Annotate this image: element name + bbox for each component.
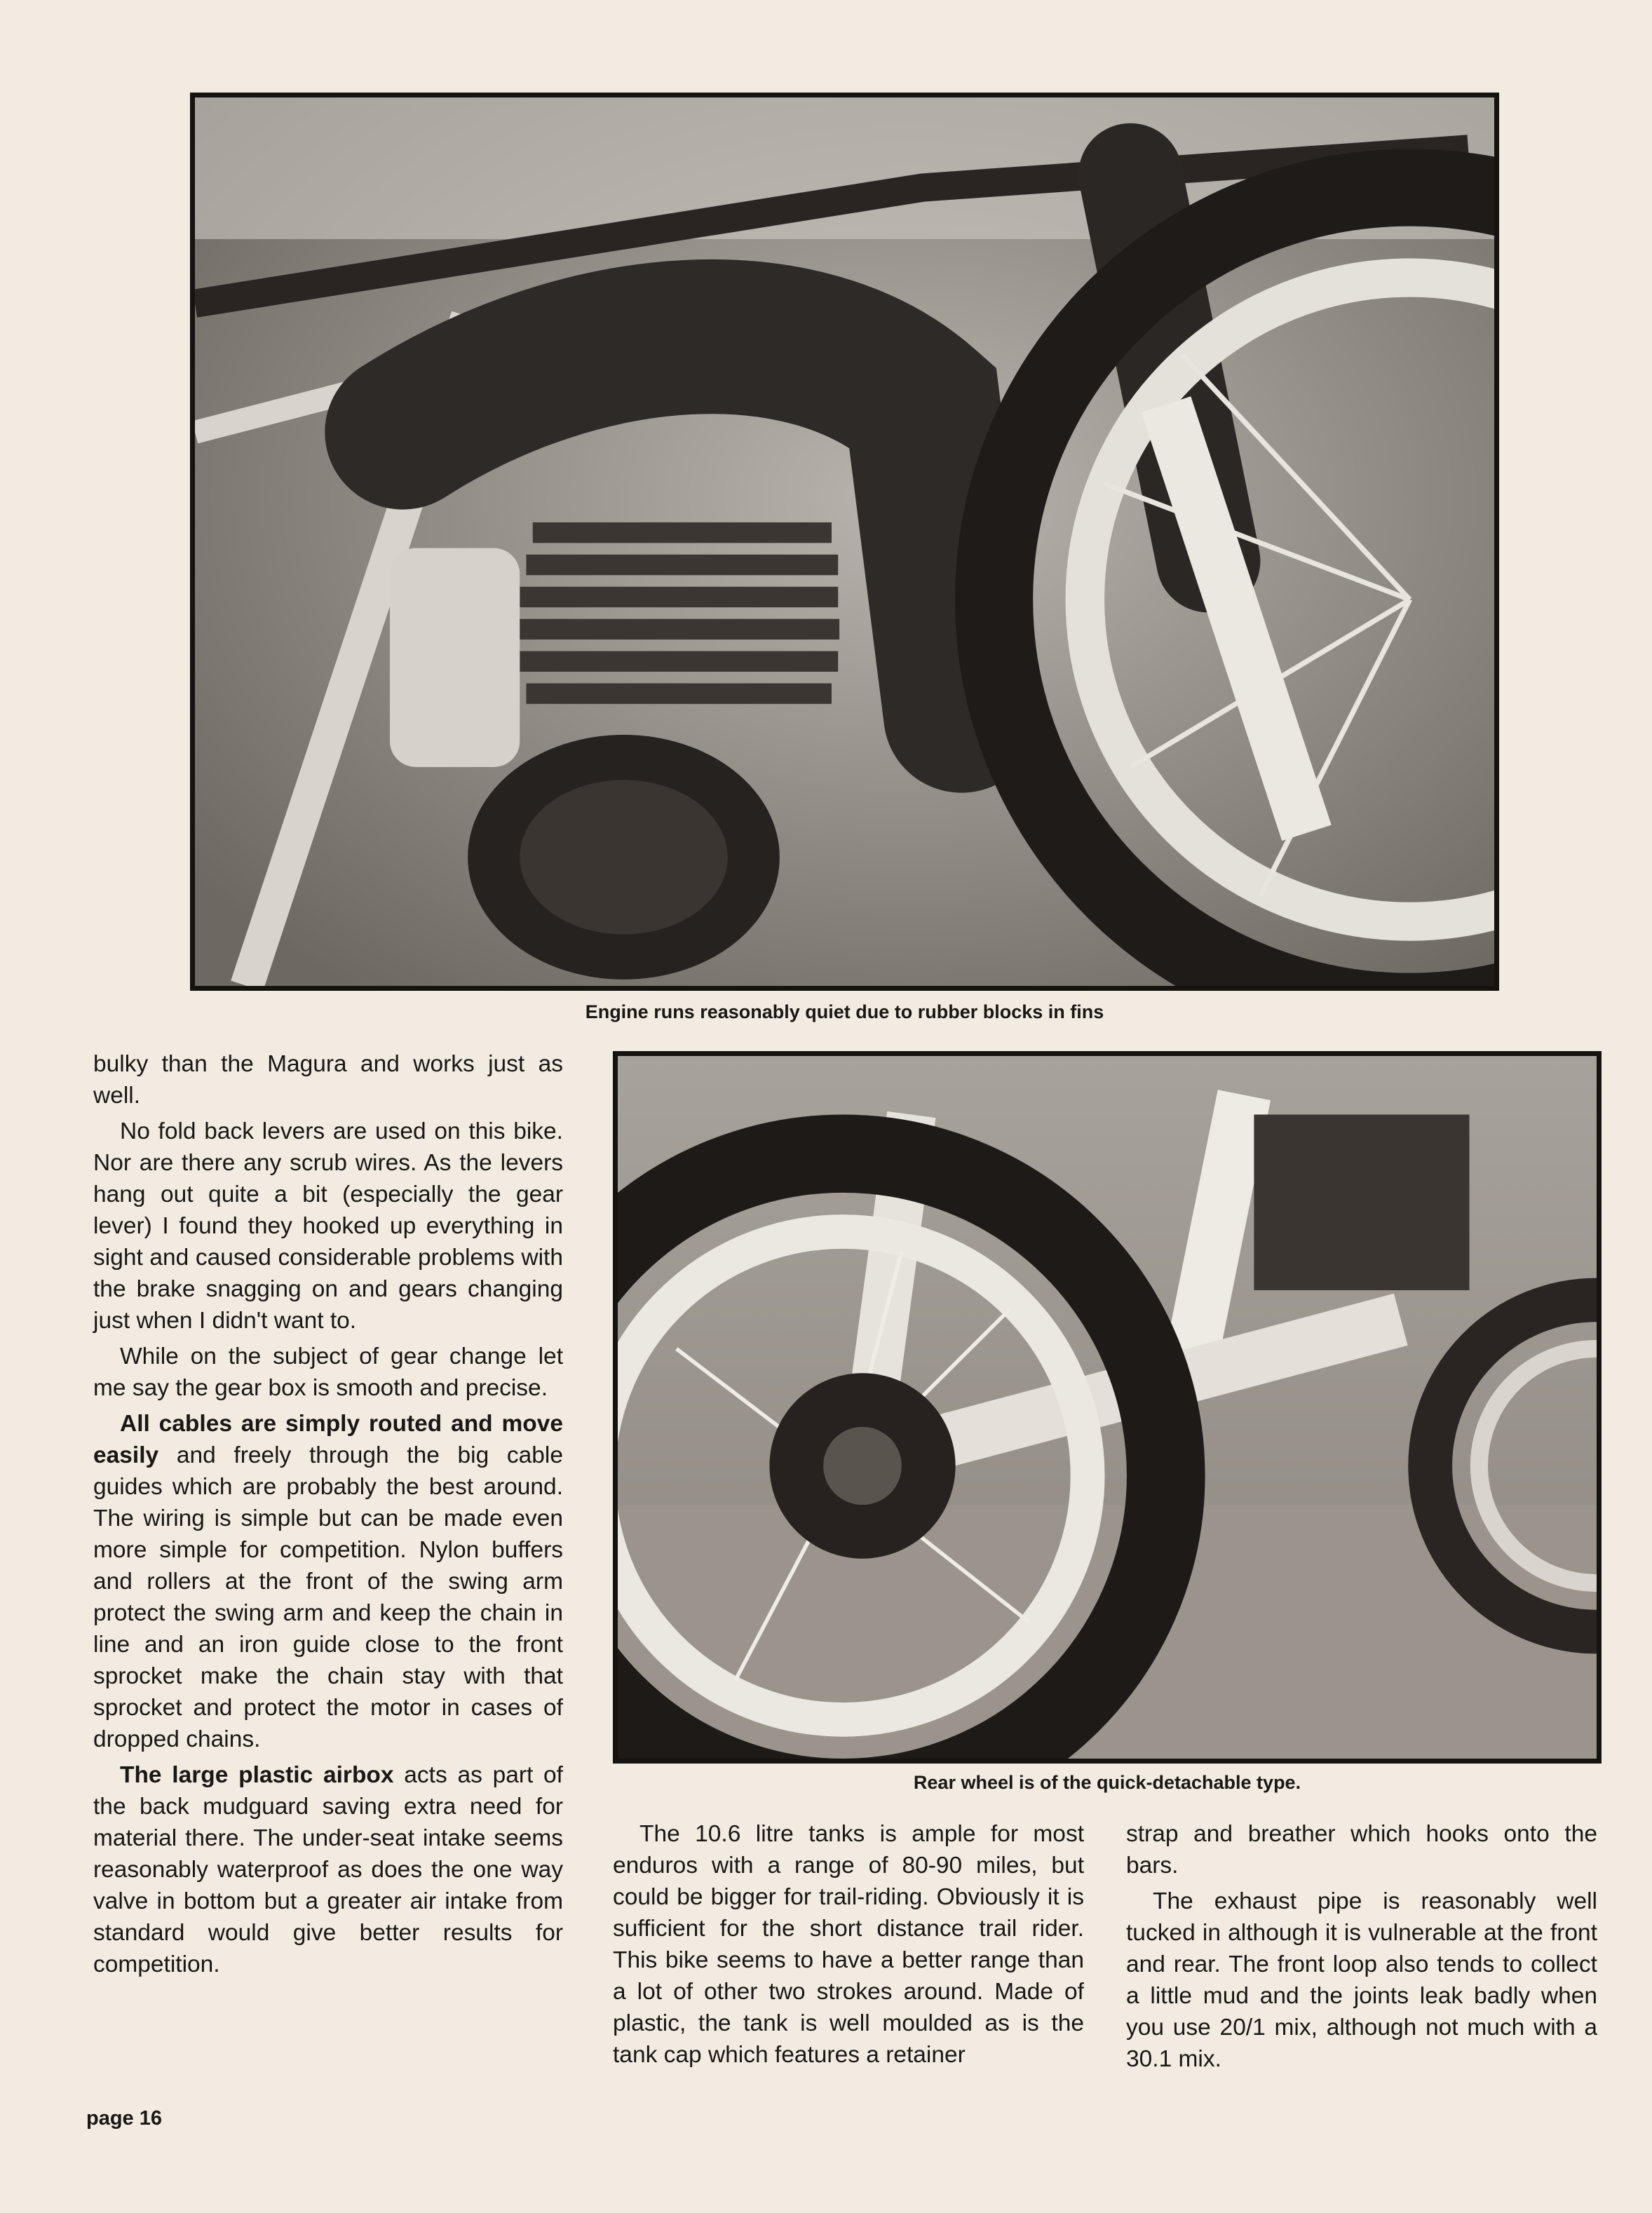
engine-photo — [190, 93, 1499, 991]
bold-lead-in: The large plastic airbox — [120, 1762, 394, 1788]
engine-photo-caption: Engine runs reasonably quiet due to rubber blocks in fins — [585, 1001, 1104, 1022]
page-number: page 16 — [86, 2107, 162, 2130]
paragraph: No fold back levers are used on this bike. Nor are there any scrub wires. As the levers hang out quite a bit (especially the gear lever) I found they hooked up everything in sight and caused considerable problems with the brake snagging on and gears changing just when I didn't want to. — [93, 1118, 563, 1334]
paragraph: bulky than the Magura and works just as well. — [93, 1051, 563, 1109]
paragraph — [93, 1408, 563, 1755]
bold-lead-in: All cables are simply routed and move easily — [93, 1411, 563, 1468]
engine-photo-image — [195, 97, 1494, 986]
paragraph — [93, 1759, 563, 1980]
paragraph: The exhaust pipe is reasonably well tucked in although it is vulnerable at the front and rear. The front loop also tends to collect a little mud and the joints leak badly when you use 20/1 mix, although not much with a 30.1 mix. — [1126, 1888, 1597, 2072]
paragraph-text: and freely through the big cable guides which are probably the best around. The wiring is simple but can be made even more simple for competition. Nylon buffers and rollers at the front of the swing arm protect the swing arm and keep the chain in line and an iron guide close to the front sprocket make the chain stay with that sprocket and protect the motor in cases of dropped chains. — [93, 1442, 563, 1752]
article-column-2 — [613, 1818, 1084, 2075]
article-column-3 — [1126, 1818, 1597, 2079]
rear-wheel-photo-caption: Rear wheel is of the quick-detachable type. — [913, 1772, 1301, 1793]
article-column-1 — [93, 1048, 563, 1984]
paragraph: The 10.6 litre tanks is ample for most enduros with a range of 80-90 miles, but could be bigger for trail-riding. Obviously it is sufficient for the short distance trail rider. This bike seems to have a better range than a lot of other two strokes around. Made of plastic, the tank is well moulded as is the tank cap which features a retainer — [613, 1821, 1084, 2068]
paragraph: While on the subject of gear change let me say the gear box is smooth and precise. — [93, 1344, 563, 1401]
rear-wheel-photo — [613, 1051, 1602, 1764]
rear-wheel-photo-image — [618, 1056, 1597, 1759]
paragraph: strap and breather which hooks onto the bars. — [1126, 1821, 1597, 1879]
paragraph-text: acts as part of the back mudguard saving extra need for material there. The under-seat intake seems reasonably waterproof as does the one way valve in bottom but a greater air intake from standard would give better results for competition. — [93, 1762, 563, 1977]
